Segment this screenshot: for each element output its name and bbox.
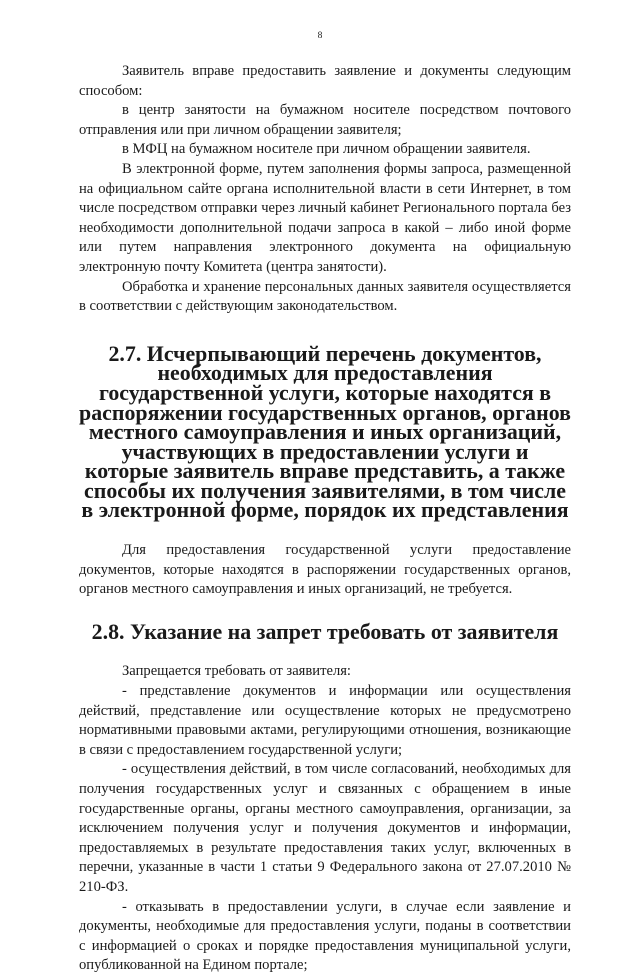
paragraph-submission-methods: Заявитель вправе предоставить заявление и документы следующим способом: (79, 63, 571, 99)
page-content (79, 62, 571, 976)
section-2-8-item-1: - представление документов и информации или осуществления действий, представление или осуществление которых не предусмотрено нормативными правовыми актами, регулирующими отношения, возникающие в связи с предоставлением государственной услуги; (79, 683, 571, 758)
paragraph-personal-data: Обработка и хранение персональных данных заявителя осуществляется в соответствии с действующим законодательством. (79, 278, 571, 315)
paragraph-employment-center: в центр занятости на бумажном носителе посредством почтового отправления или при личном обращении заявителя; (79, 102, 571, 138)
section-2-8-heading: 2.8. Указание на запрет требовать от заявителя (91, 618, 559, 644)
section-2-8-item-2: - осуществления действий, в том числе согласований, необходимых для получения государственных услуг и связанных с обращением в иные государственные органы, органы местного самоуправления, организации, за исключением получения услуг и получения документов и информации, предоставляемых в результате предоставления таких услуг, включенных в перечни, указанные в части 1 статьи 9 Федерального закона от 27.07.2010 № 210-ФЗ. (79, 761, 571, 895)
section-2-8-item-3: - отказывать в предоставлении услуги, в случае если заявление и документы, необходимые для предоставления услуги, поданы в соответствии с информацией о сроках и порядке предоставления муниципальной услуги, опубликованной на Едином портале; (79, 898, 571, 974)
section-2-7-heading: 2.7. Исчерпывающий перечень документов, необходимых для предоставления государственной услуги, которые находятся в распоряжении государственных органов, органов местного самоуправления и иных организаций, участвующих в предоставлении услуги и которые заявитель вправе представить, а также способы их получения заявителями, в том числе в электронной форме, порядок их представления (79, 340, 571, 523)
paragraph-mfc: в МФЦ на бумажном носителе при личном обращении заявителя. (122, 141, 531, 158)
section-2-7-paragraph: Для предоставления государственной услуги предоставление документов, которые находятся в распоряжении государственных органов, органов местного самоуправления и иных организаций, не требуется. (79, 542, 571, 598)
page-number: 8 (317, 31, 323, 41)
paragraph-electronic-form: В электронной форме, путем заполнения формы запроса, размещенной на официальном сайте органа исполнительной власти в сети Интернет, в том числе посредством отправки через личный кабинет Регионального портала без необходимости дополнительной подачи запроса в какой – либо иной форме или путем направления электронного документа на официальную электронную почту Комитета (центра занятости). (79, 160, 571, 275)
section-2-8-intro: Запрещается требовать от заявителя: (122, 663, 351, 680)
